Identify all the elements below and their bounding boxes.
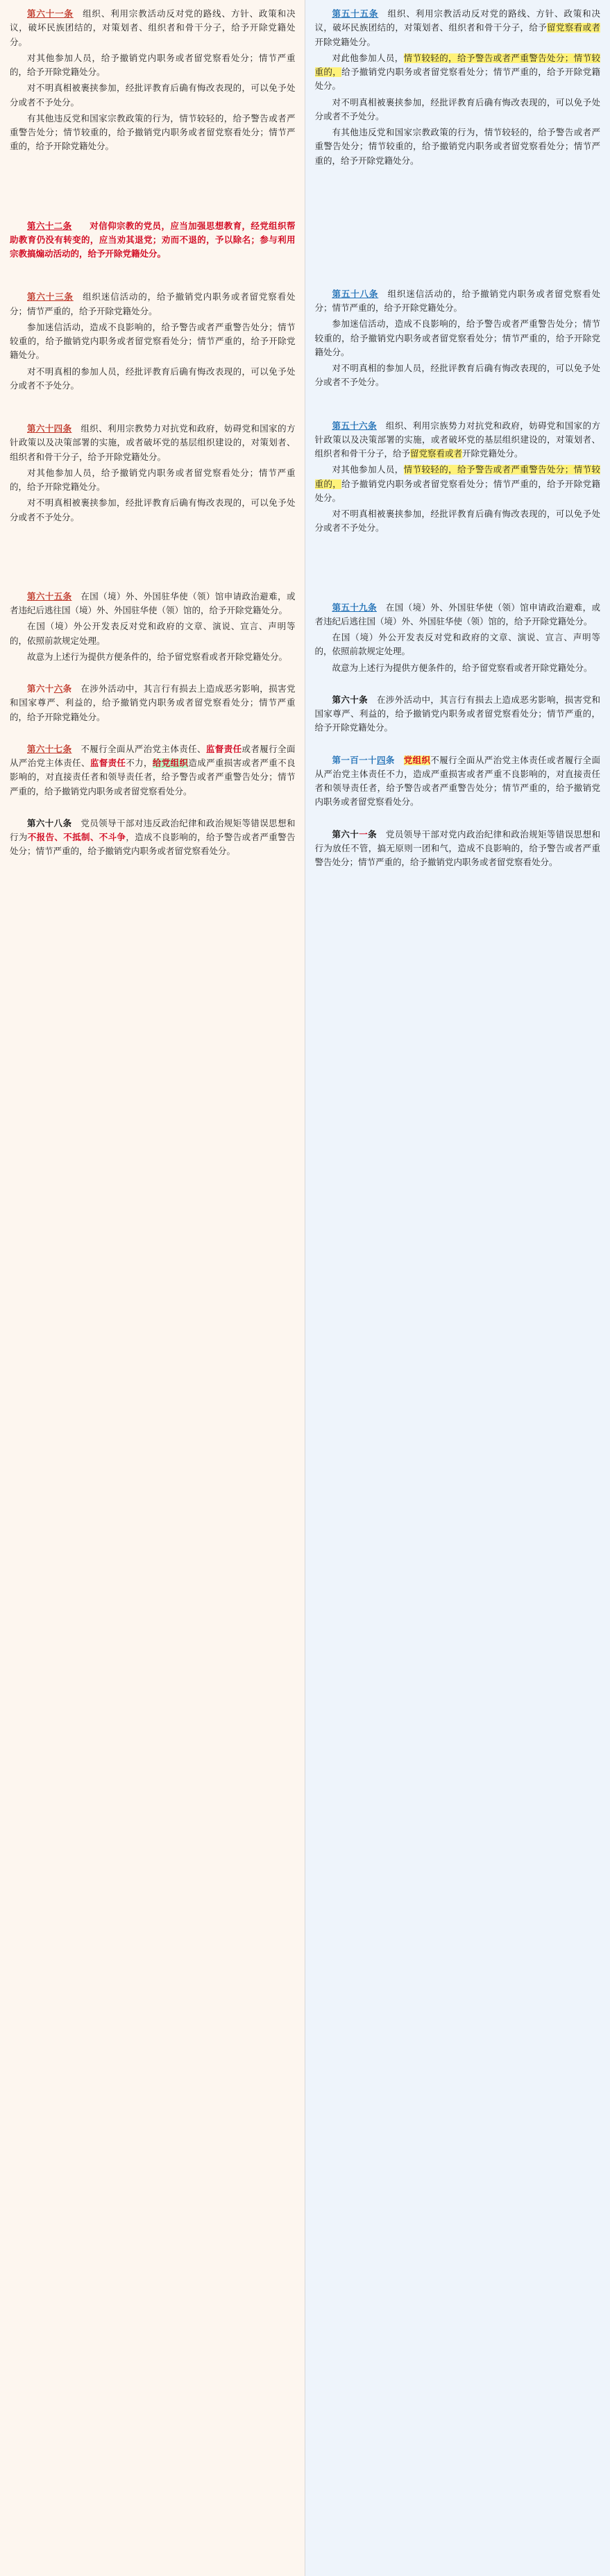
old-article-55-p4: 有其他违反党和国家宗教政策的行为，情节较轻的，给予警告或者严重警告处分；情节较重的，给予撤销党内职务或者留党察看处分；情节严重的，给予开除党籍处分。: [314, 128, 600, 166]
old-article-55-p3: 对不明真相被裹挟参加，经批评教育后确有悔改表现的，可以免予处分或者不予处分。: [314, 97, 600, 121]
old-article-58-p3: 对不明真相的参加人员，经批评教育后确有悔改表现的，可以免予处分或者不予处分。: [314, 364, 600, 388]
article-64-p2: 对其他参加人员，给予撤销党内职务或者留党察看处分；情节严重的，给予开除党籍处分。: [10, 468, 296, 492]
old-article-61-heading: 第六十一条: [332, 829, 377, 839]
old-article-55-p1: 第五十五条 组织、利用宗教活动反对党的路线、方针、政策和决议，破坏民族团结的，对策划者、组织者和骨干分子，给予留党察看或者开除党籍处分。: [314, 9, 600, 47]
article-65-p2: 在国（境）外公开发表反对党和政府的文章、演说、宣言、声明等的，依照前款规定处理。: [10, 622, 296, 646]
old-article-59-p1: 第五十九条 在国（境）外、外国驻华使（领）馆申请政治避难，或者违纪后逃往国（境）外、外国驻华使（领）馆的，给予开除党籍处分。: [314, 602, 600, 626]
old-article-114-p1: 第一百一十四条 党组织不履行全面从严治党主体责任或者履行全面从严治党主体责任不力，造成严重损害或者严重不良影响的，对直接责任者和领导责任者，给予警告或者严重警告处分；情节严重的，给予撤销党内职务或者留党察看处分。: [314, 755, 600, 808]
old-article-60-heading: 第六十条: [332, 694, 368, 705]
right-spacer-2: [315, 401, 601, 419]
old-article-56-p3: 对不明真相被裹挟参加，经批评教育后确有悔改表现的，可以免予处分或者不予处分。: [314, 509, 600, 534]
article-67-heading: 第六十七条: [27, 744, 72, 754]
old-article-55-heading: 第五十五条: [332, 9, 379, 19]
right-spacer-5: [315, 747, 601, 753]
article-67-p1: 第六十七条 不履行全面从严治党主体责任、监督责任或者履行全面从严治党主体责任、监督责任不力，给党组织造成严重损害或者严重不良影响的，对直接责任者和领导责任者，给予警告或者严重警告处分；情节严重的，给予撤销党内职务或者留党察看处分。: [10, 744, 296, 796]
old-article-61-p1: 第六十一条 党员领导干部对党内政治纪律和政治规矩等错误思想和行为放任不管，搞无原则一团和气，造成不良影响的，给予警告或者严重警告处分；情节严重的，给予撤销党内职务或者留党察看处分。: [314, 829, 600, 867]
old-article-114-heading: 第一百一十四条: [332, 755, 395, 765]
article-63-p2: 参加迷信活动，造成不良影响的，给予警告或者严重警告处分；情节较重的，给予撤销党内职务或者留党察看处分；情节严重的，给予开除党籍处分。: [10, 322, 296, 361]
right-spacer-4: [315, 686, 601, 693]
old-article-56-p1: 第五十六条 组织、利用宗族势力对抗党和政府，妨碍党和国家的方针政策以及决策部署的实施，或者破坏党的基层组织建设的，对策划者、组织者和骨干分子，给予留党察看或者开除党籍处分。: [314, 420, 600, 459]
article-64-heading: 第六十四条: [27, 424, 72, 434]
article-block-62: [10, 219, 296, 262]
left-spacer-1: [10, 165, 296, 219]
article-63-p1: 第六十三条 组织迷信活动的，给予撤销党内职务或者留党察看处分；情节严重的，给予开除党籍处分。: [10, 292, 296, 316]
left-spacer-4: [10, 536, 296, 590]
article-block-61: [10, 7, 296, 154]
article-62-heading: 第六十二条: [27, 221, 72, 231]
article-61-heading: 第六十一条: [27, 9, 74, 19]
old-article-58-p2: 参加迷信活动，造成不良影响的，给予警告或者严重警告处分；情节较重的，给予撤销党内职务或者留党察看处分；情节严重的，给予开除党籍处分。: [314, 319, 600, 357]
old-article-block-56: [315, 419, 601, 536]
old-article-58-p1: 第五十八条 组织迷信活动的，给予撤销党内职务或者留党察看处分；情节严重的，给予开除党籍处分。: [314, 289, 600, 313]
old-article-block-59: [315, 601, 601, 675]
article-62-p1: 第六十二条 对信仰宗教的党员，应当加强思想教育，经党组织帮助教育仍没有转变的，应当劝其退党；劝而不退的，予以除名；参与利用宗教搞煽动活动的，给予开除党籍处分。: [10, 221, 296, 259]
right-spacer-3: [315, 547, 601, 601]
old-article-55-p2: 对此他参加人员，情节较轻的，给予警告或者严重警告处分；情节较重的，给予撤销党内职务或者留党察看处分；情节严重的，给予开除党籍处分。: [314, 53, 600, 92]
article-block-63: [10, 290, 296, 393]
article-66-heading: 第六十六条: [27, 684, 72, 694]
old-article-58-heading: 第五十八条: [332, 289, 379, 299]
article-61-p3: 对不明真相被裹挟参加，经批评教育后确有悔改表现的，可以免予处分或者不予处分。: [10, 83, 296, 108]
old-article-block-114: [315, 753, 601, 810]
old-article-block-55: [315, 7, 601, 168]
article-66-p1: 第六十六条 在涉外活动中，其言行有损去上造成恶劣影响，损害党和国家尊严、利益的，给予撤销党内职务或者留党察看处分；情节严重的，给予开除党籍处分。: [10, 684, 296, 722]
article-64-p1: 第六十四条 组织、利用宗教势力对抗党和政府，妨碍党和国家的方针政策以及决策部署的实施，或者破坏党的基层组织建设的，对策划者、组织者和骨干分子，给予开除党籍处分。: [10, 424, 296, 462]
article-61-p2: 对其他参加人员，给予撤销党内职务或者留党察看处分；情节严重的，给予开除党籍处分。: [10, 53, 296, 77]
article-63-heading: 第六十三条: [27, 292, 74, 302]
old-article-block-60: [315, 693, 601, 735]
old-article-block-61: [315, 828, 601, 870]
old-article-56-heading: 第五十六条: [332, 420, 377, 431]
article-64-p3: 对不明真相被裹挟参加，经批评教育后确有悔改表现的，可以免予处分或者不予处分。: [10, 498, 296, 522]
left-spacer-3: [10, 404, 296, 422]
article-63-p3: 对不明真相的参加人员，经批评教育后确有悔改表现的，可以免予处分或者不予处分。: [10, 366, 296, 391]
right-spacer-6: [315, 821, 601, 828]
article-65-heading: 第六十五条: [27, 591, 72, 602]
old-article-block-58: [315, 287, 601, 390]
old-article-59-p3: 故意为上述行为提供方便条件的，给予留党察看或者开除党籍处分。: [332, 663, 593, 673]
old-article-59-p2: 在国（境）外公开发表反对党和政府的文章、演说、宣言、声明等的，依照前款规定处理。: [314, 633, 600, 657]
article-block-64: [10, 422, 296, 524]
article-65-p1: 第六十五条 在国（境）外、外国驻华使（领）馆申请政治避难，或者违纪后逃往国（境）外、外国驻华使（领）馆的，给予开除党籍处分。: [10, 591, 296, 615]
right-column-old-regulation: [305, 0, 610, 2576]
left-spacer-5: [10, 675, 296, 682]
old-article-59-heading: 第五十九条: [332, 602, 377, 613]
article-68-p1: 第六十八条 党员领导干部对违反政治纪律和政治规矩等错误思想和行为不报告、不抵制、不斗争，造成不良影响的，给予警告或者严重警告处分；情节严重的，给予撤销党内职务或者留党察看处分。: [10, 818, 296, 857]
article-block-65: [10, 590, 296, 664]
old-article-60-p1: 第六十条 在涉外活动中，其言行有损去上造成恶劣影响，损害党和国家尊严、利益的，给予撤销党内职务或者留党察看处分；情节严重的，给予开除党籍处分。: [314, 694, 600, 733]
left-spacer-7: [10, 810, 296, 817]
article-65-p3: 故意为上述行为提供方便条件的，给予留党察看或者开除党籍处分。: [27, 651, 288, 662]
right-spacer-1b: [315, 233, 601, 287]
left-spacer-6: [10, 735, 296, 742]
article-61-p4: 有其他违反党和国家宗教政策的行为，情节较轻的，给予警告或者严重警告处分；情节较重的，给予撤销党内职务或者留党察看处分；情节严重的，给予开除党籍处分。: [10, 113, 296, 152]
article-block-67: [10, 742, 296, 799]
right-spacer-1: [315, 179, 601, 233]
left-spacer-2: [10, 272, 296, 290]
old-article-56-p2: 对其他参加人员，情节较轻的，给予警告或者严重警告处分；情节较重的，给予撤销党内职务或者留党察看处分；情节严重的，给予开除党籍处分。: [314, 465, 600, 503]
article-block-66: [10, 682, 296, 724]
article-block-68: [10, 817, 296, 859]
article-68-heading: 第六十八条: [27, 818, 72, 828]
article-61-p1: 第六十一条 组织、利用宗教活动反对党的路线、方针、政策和决议，破坏民族团结的，对策划者、组织者和骨干分子，给予开除党籍处分。: [10, 9, 296, 47]
